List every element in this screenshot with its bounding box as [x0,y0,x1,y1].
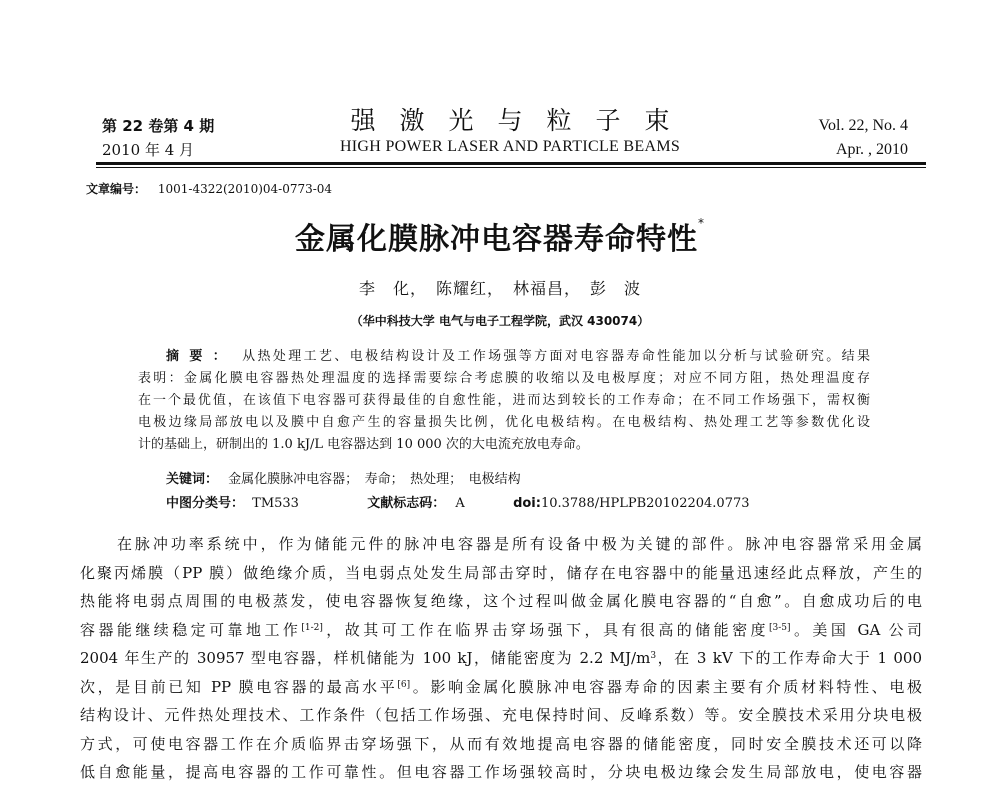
body-line-9: 低自愈能量，提高电容器的工作可靠性。但电容器工作场强较高时，分块电极边缘会发生局部放电，使电容器 [80,763,922,781]
clc-label: 中图分类号： [166,496,245,511]
keywords-value: 金属化膜脉冲电容器； 寿命； 热处理； 电极结构 [228,472,521,487]
article-number [86,180,332,197]
doc-code-value: A [455,496,465,511]
doi-label: doi: [513,496,541,511]
abstract-label: 摘要： [166,349,237,364]
abstract [138,346,870,456]
citation-1-2: [1-2] [301,622,323,633]
body-line-1 [80,530,922,559]
title-footnote-mark: * [698,216,705,230]
citation-3-5: [3-5] [769,622,791,633]
keywords-label: 关键词： [166,472,219,487]
classification [166,492,866,511]
citation-6: [6] [397,679,411,690]
journal-title-en: HIGH POWER LASER AND PARTICLE BEAMS [339,138,681,155]
article-number-value: 1001-4322(2010)04-0773-04 [157,182,333,196]
body-line-5a: 2004 年生产的 30957 型电容器，样机储能为 100 kJ，储能密度为 2.2 MJ/m [80,649,651,667]
body-line-8: 方式，可使电容器工作在介质临界击穿场强下，从而有效地提高电容器的储能密度，同时安全膜技术还可以降 [80,734,922,753]
body-line-7: 结构设计、元件热处理技术、工作条件（包括工作场强、充电保持时间、反峰系数）等。安全膜技术采用分块电极 [80,706,922,724]
body-line-4 [80,616,922,645]
header-rule-thin [96,167,926,168]
authors: 李 化， 陈耀红， 林福昌， 彭 波 [358,279,641,298]
body-line-6b: 。影响金属化膜脉冲电容器寿命的因素主要有介质材料特性、电极 [410,677,922,696]
doc-code-label: 文献标志码： [367,496,446,511]
body-line-4c: 。美国 GA 公司 [790,620,922,639]
journal-title-cn: 强激光与粒子束 [350,106,694,135]
body-line-6 [80,673,922,702]
body-line-5 [80,644,922,673]
volume-issue-cn: 第 22 卷第 4 期 [102,117,215,135]
cubic-superscript: 3 [650,651,657,661]
body-line-6a: 次，是目前已知 PP 膜电容器的最高水平 [80,677,398,696]
paper-title [0,214,1000,258]
body-line-4b: ，故其可工作在临界击穿场强下，具有很高的储能密度 [322,620,769,639]
abstract-line-3: 在一个最优值，在该值下电容器可获得最佳的自愈性能，进而达到较长的工作寿命；在不同工作场强下，需权衡 [138,393,870,408]
abstract-text-1: 从热处理工艺、电极结构设计及工作场强等方面对电容器寿命性能加以分析与试验研究。结果 [242,349,870,364]
journal-title [300,106,720,158]
paper-title-text: 金属化膜脉冲电容器寿命特性 [295,222,698,257]
body-line-1-text: 在脉冲功率系统中，作为储能元件的脉冲电容器是所有设备中极为关键的部件。脉冲电容器常采用金属 [114,535,922,553]
date-cn: 2010 年 4 月 [102,141,195,159]
abstract-line-4: 电极边缘局部放电以及膜中自愈产生的容量损失比例，优化电极结构。在电极结构、热处理工艺等参数优化设 [138,415,870,430]
issue-info-cn [102,114,214,162]
journal-header [0,106,1000,166]
doi-value: 10.3788/HPLPB20102204.0773 [540,496,750,511]
volume-issue-en: Vol. 22, No. 4 [818,117,908,134]
article-number-label: 文章编号： [86,182,147,196]
keywords [166,468,521,487]
abstract-line-1 [138,346,870,368]
abstract-line-5: 计的基础上，研制出的 1.0 kJ/L 电容器达到 10 000 次的大电流充放电寿命。 [138,437,589,452]
body-line-2: 化聚丙烯膜（PP 膜）做绝缘介质，当电弱点处发生局部击穿时，储存在电容器中的能量迅速经此点释放，产生的 [80,563,922,582]
body-line-5b: ，在 3 kV 下的工作寿命大于 1 000 [656,649,922,667]
affiliation: （华中科技大学 电气与电子工程学院，武汉 430074） [350,314,650,328]
body-line-3: 热能将电弱点周围的电极蒸发，使电容器恢复绝缘，这个过程叫做金属化膜电容器的“自愈”。自愈成功后的电 [80,592,922,610]
issue-info-en [819,114,909,162]
body-paragraph [80,530,922,787]
clc-value: TM533 [252,496,299,511]
body-line-4a: 容器能继续稳定可靠地工作 [80,620,302,639]
abstract-line-2: 表明：金属化膜电容器热处理温度的选择需要综合考虑膜的收缩以及电极厚度；对应不同方阻，热处理温度存 [138,371,870,386]
header-rule-thick [96,162,926,165]
date-en: Apr. , 2010 [836,141,908,158]
